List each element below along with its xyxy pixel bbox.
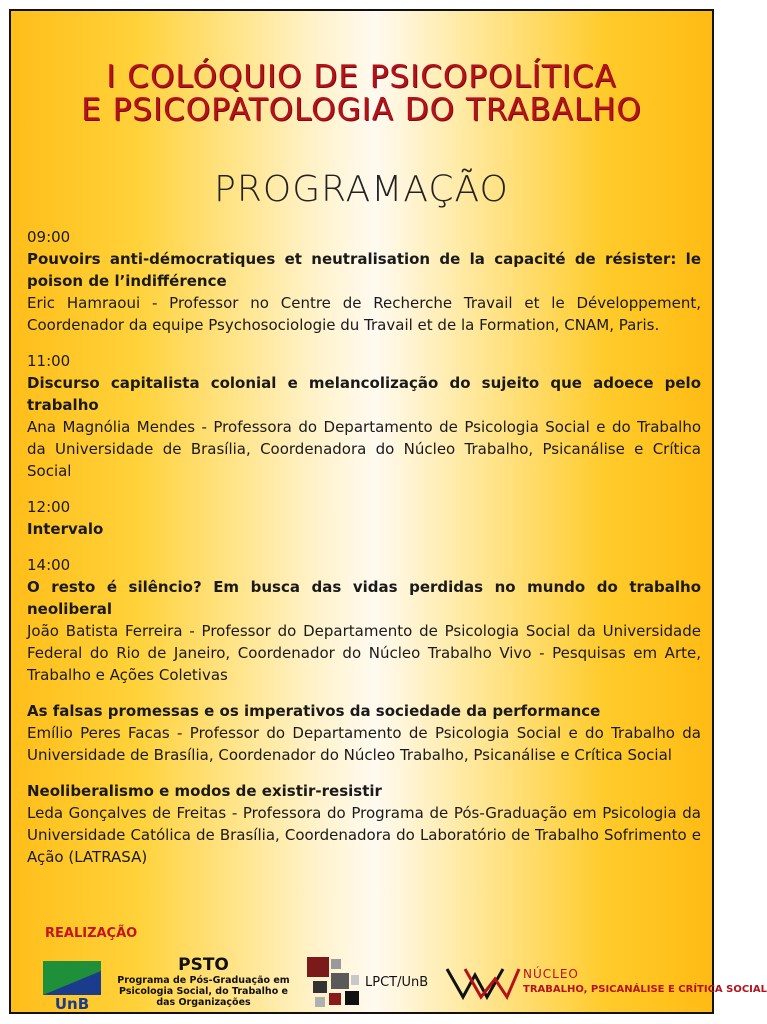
time: 09:00 xyxy=(27,228,71,246)
time: 14:00 xyxy=(27,556,71,574)
nucleo-mark-icon xyxy=(445,963,521,1003)
psto-abbreviation: PSTO xyxy=(178,955,229,975)
programacao-heading: PROGRAMAÇÃO xyxy=(214,169,509,210)
psto-full-name: Programa de Pós-Graduação em Psicologia Social, do Trabalho e das Organizações xyxy=(117,975,290,1008)
event-title xyxy=(11,61,712,127)
time: 11:00 xyxy=(27,352,71,370)
schedule-item xyxy=(27,780,701,868)
speaker: Eric Hamraoui - Professor no Centre de Recherche Travail et le Développement, Coordenador da equipe Psychosociologie du Travail et de la Formation, CNAM, Paris. xyxy=(27,294,701,334)
speaker: Emílio Peres Facas - Professor do Departamento de Psicologia Social e do Trabalho da Universidade de Brasília, Coordenador do Núcleo Trabalho, Psicanálise e Crítica Social xyxy=(27,724,701,764)
unb-text: UnB xyxy=(54,995,90,1013)
talk-title: Pouvoirs anti-démocratiques et neutralisation de la capacité de résister: le poison de l’indifférence xyxy=(27,250,701,290)
speaker: Ana Magnólia Mendes - Professora do Departamento de Psicologia Social e do Trabalho da Universidade de Brasília, Coordenadora do Núcleo Trabalho, Psicanálise e Crítica Social xyxy=(27,418,701,480)
speaker: Leda Gonçalves de Freitas - Professora do Programa de Pós-Graduação em Psicologia da Universidade Católica de Brasília, Coordenadora do Laboratório de Trabalho Sofrimento e Ação (LATRASA) xyxy=(27,804,701,866)
schedule-item xyxy=(27,350,701,482)
poster xyxy=(9,9,767,1014)
unb-flag-icon xyxy=(43,961,101,995)
unb-logo xyxy=(43,961,101,1013)
psto-logo xyxy=(111,955,296,1008)
nucleo-logo xyxy=(445,963,767,1007)
talk-title: O resto é silêncio? Em busca das vidas perdidas no mundo do trabalho neoliberal xyxy=(27,578,701,618)
lpct-logo xyxy=(303,953,443,1013)
lpct-text: LPCT/UnB xyxy=(365,975,429,990)
schedule-item xyxy=(27,554,701,686)
title-line-1: I COLÓQUIO DE PSICOPOLÍTICA xyxy=(106,59,617,95)
nucleo-label: NÚCLEO xyxy=(523,967,579,981)
schedule xyxy=(27,226,701,882)
realizacao-label: REALIZAÇÃO xyxy=(45,926,138,941)
title-line-2: E PSICOPATOLOGIA DO TRABALHO xyxy=(81,92,642,128)
schedule-item xyxy=(27,496,701,540)
talk-title: Discurso capitalista colonial e melancolização do sujeito que adoece pelo trabalho xyxy=(27,374,701,414)
schedule-item xyxy=(27,226,701,336)
talk-title: As falsas promessas e os imperativos da sociedade da performance xyxy=(27,702,601,720)
schedule-item xyxy=(27,700,701,766)
nucleo-subtitle: TRABALHO, PSICANÁLISE E CRÍTICA SOCIAL xyxy=(523,984,767,995)
talk-title: Intervalo xyxy=(27,520,104,538)
lpct-squares-icon xyxy=(303,953,363,1011)
speaker: João Batista Ferreira - Professor do Departamento de Psicologia Social da Universidade Federal do Rio de Janeiro, Coordenador do Núcleo Trabalho Vivo - Pesquisas em Arte, Trabalho e Ações Coletivas xyxy=(27,622,701,684)
talk-title: Neoliberalismo e modos de existir-resistir xyxy=(27,782,382,800)
time: 12:00 xyxy=(27,498,71,516)
